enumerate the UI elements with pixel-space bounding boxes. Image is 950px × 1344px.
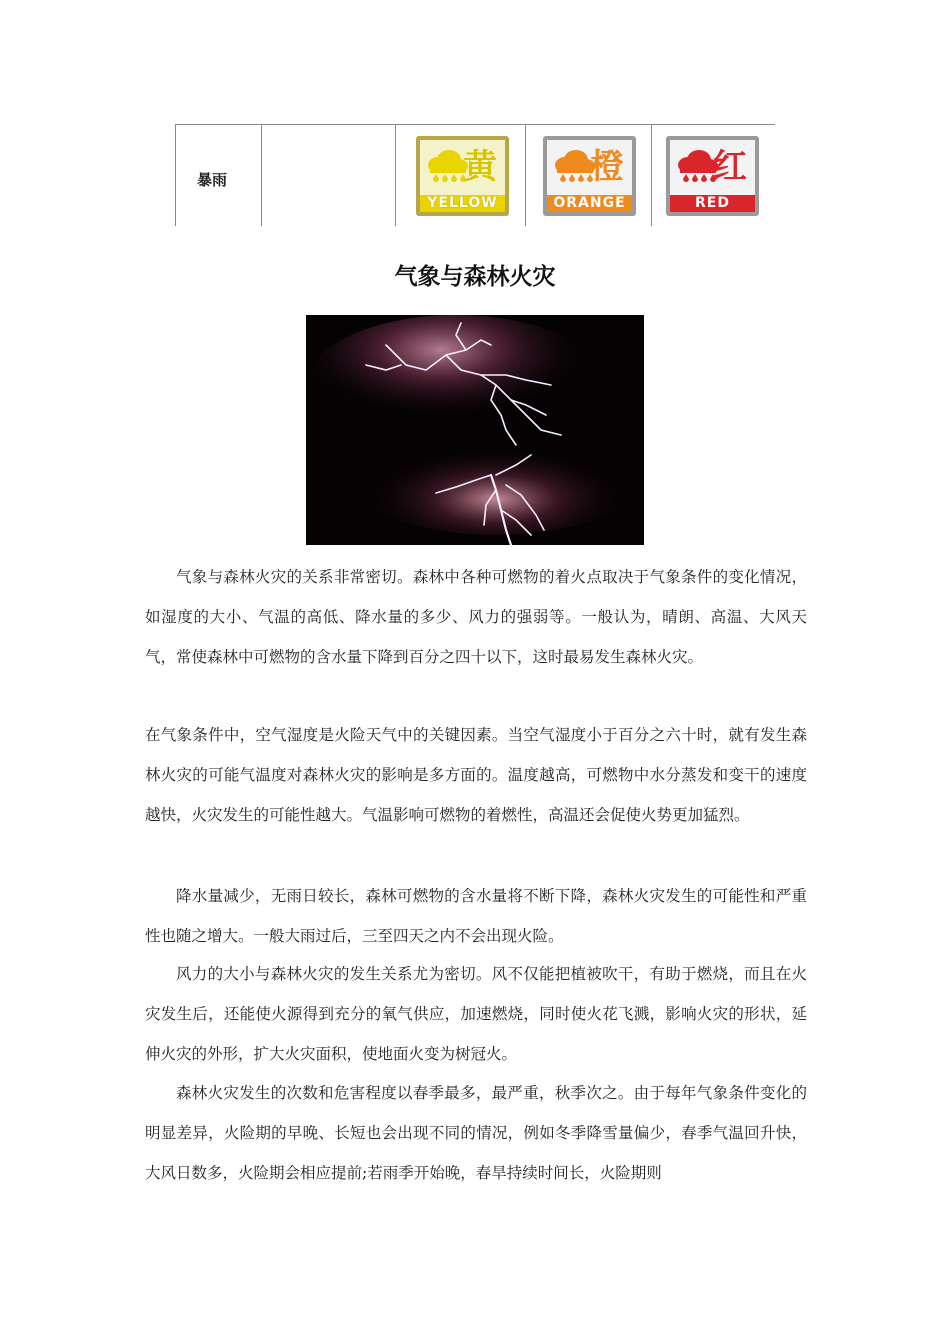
yellow-rainstorm-warning-icon [416,136,509,216]
warning-level-text: RED [670,195,755,212]
warning-level-text: YELLOW [420,195,505,212]
page-title: 气象与森林火灾 [394,264,556,290]
warning-level-char: 黄 [463,147,497,187]
paragraph-2: 在气象条件中，空气湿度是火险天气中的关键因素。当空气湿度小于百分之六十时，就有发生森林火灾的可能气温度对森林火灾的影响是多方面的。温度越高，可燃物中水分蒸发和变干的速度越快，火灾发生的可能性越大。气温影响可燃物的着燃性，高温还会促使火势更加猛烈。 [145,726,807,824]
warning-type-label: 暴雨 [197,171,228,189]
paragraph-4: 风力的大小与森林火灾的发生关系尤为密切。风不仅能把植被吹干，有助于燃烧，而且在火灾发生后，还能使火源得到充分的氧气供应，加速燃烧，同时使火花飞溅，影响火灾的形状，延伸火灾的外形，扩大火灾面积，使地面火变为树冠火。 [145,965,807,1063]
table-divider [651,125,652,226]
lightning-photo [306,315,644,545]
red-rainstorm-warning-icon [666,136,759,216]
warning-level-char: 红 [713,147,747,187]
table-divider [261,125,262,226]
table-divider [395,125,396,226]
table-divider [525,125,526,226]
warning-level-text: ORANGE [547,195,632,212]
warning-level-char: 橙 [590,147,624,187]
table-divider [175,125,176,226]
orange-rainstorm-warning-icon [543,136,636,216]
paragraph-3: 降水量减少，无雨日较长，森林可燃物的含水量将不断下降，森林火灾发生的可能性和严重性也随之增大。一般大雨过后，三至四天之内不会出现火险。 [145,887,807,945]
rainstorm-warning-row [175,124,775,226]
paragraph-5: 森林火灾发生的次数和危害程度以春季最多，最严重，秋季次之。由于每年气象条件变化的明显差异，火险期的早晚、长短也会出现不同的情况，例如冬季降雪量偏少，春季气温回升快，大风日数多，火险期会相应提前;若雨季开始晚，春旱持续时间长，火险期则 [145,1084,807,1182]
paragraph-1: 气象与森林火灾的关系非常密切。森林中各种可燃物的着火点取决于气象条件的变化情况，如湿度的大小、气温的高低、降水量的多少、风力的强弱等。一般认为，晴朗、高温、大风天气，常使森林中可燃物的含水量下降到百分之四十以下，这时最易发生森林火灾。 [145,568,807,666]
